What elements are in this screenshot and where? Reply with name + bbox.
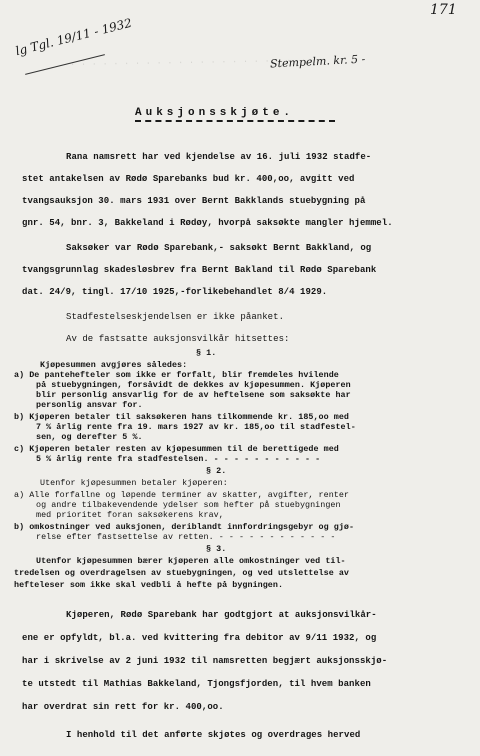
text-line: hefteleser som ikke skal vedbli å hefte på bygningen. bbox=[14, 580, 284, 590]
text-line: b) Kjøperen betaler til saksøkeren hans tilkommende kr. 185,oo med bbox=[14, 412, 350, 422]
page-title: Auksjonsskjøte. bbox=[135, 107, 295, 119]
text-line: 5 % årlig rente fra stadfestelsen. - - - - - - - - - - - bbox=[36, 454, 321, 464]
text-line: dat. 24/9, tingl. 17/10 1925,-forlikebehandlet 8/4 1929. bbox=[22, 287, 328, 297]
text-line: 7 % årlig rente fra 19. mars 1927 av kr. 185,oo til stadfestel- bbox=[36, 422, 356, 432]
text-line: har overdrat sin rett for kr. 400,oo. bbox=[22, 702, 224, 712]
text-line: og andre tilbakevendende ydelser som hefter på stuebygningen bbox=[36, 500, 341, 510]
text-line: te utstedt til Mathias Bakkeland, Tjongsfjorden, til hvem banken bbox=[22, 679, 371, 689]
text-line: Kjøpesummen avgjøres således: bbox=[40, 360, 188, 370]
text-line: tvangsauksjon 30. mars 1931 over Bernt Bakklands stuebygning på bbox=[22, 196, 366, 206]
text-line: blir personlig ansvarlig for de av heftelsene som saksøkte har bbox=[36, 390, 351, 400]
text-line: I henhold til det anførte skjøtes og overdrages herved bbox=[66, 730, 361, 740]
text-line: c) Kjøperen betaler resten av kjøpesummen til de berettigede med bbox=[14, 444, 339, 454]
text-line: Utenfor kjøpesummen bærer kjøperen alle omkostninger ved til- bbox=[36, 556, 346, 566]
title-underline bbox=[135, 120, 335, 122]
text-line: Av de fastsatte auksjonsvilkår hitsettes: bbox=[66, 334, 290, 344]
text-line: Kjøperen, Rødø Sparebank har godtgjort at auksjonsvilkår- bbox=[66, 610, 377, 620]
text-line: med prioritet foran saksøkerens krav, bbox=[36, 510, 224, 520]
text-line: tredelsen og overdragelsen av stuebygningen, og ved utslettelse av bbox=[14, 568, 350, 578]
text-line: a) De pantehefteler som ikke er forfalt, blir fremdeles hvilende bbox=[14, 370, 339, 380]
text-line: Saksøker var Rødø Sparebank,- saksøkt Bernt Bakkland, og bbox=[66, 243, 372, 253]
stamp-duty-note: Stempelm. kr. 5 - bbox=[269, 52, 366, 71]
text-line: Rana namsrett har ved kjendelse av 16. juli 1932 stadfe- bbox=[66, 152, 372, 162]
text-line: b) omkostninger ved auksjonen, deriblandt innfordringsgebyr og gjø- bbox=[14, 522, 355, 532]
margin-note: lg Tgl. 19/11 - 1932 bbox=[14, 15, 134, 59]
page-number: 171 bbox=[430, 2, 457, 18]
text-line: tvangsgrunnlag skadesløsbrev fra Bernt Bakland til Rødø Sparebank bbox=[22, 265, 377, 275]
text-line: relse efter fastsettelse av retten. - - - - - - - - - - - - bbox=[36, 532, 336, 542]
section-heading: § 1. bbox=[196, 348, 217, 358]
bleed-through-text: · · · · · · · · · · · · · · · · · · · · · bbox=[69, 56, 292, 70]
text-line: a) Alle forfallne og løpende terminer av skatter, avgifter, renter bbox=[14, 490, 350, 500]
text-line: ene er opfyldt, bl.a. ved kvittering fra debitor av 9/11 1932, og bbox=[22, 633, 377, 643]
text-line: stet antakelsen av Rødø Sparebanks bud kr. 400,oo, avgitt ved bbox=[22, 174, 355, 184]
section-heading: § 2. bbox=[206, 466, 227, 476]
text-line: på stuebygningen, forsåvidt de dekkes av kjøpesummen. Kjøperen bbox=[36, 380, 351, 390]
text-line: gnr. 54, bnr. 3, Bakkeland i Rødøy, hvorpå saksøkte mangler hjemmel. bbox=[22, 218, 393, 228]
text-line: sen, og derefter 5 %. bbox=[36, 432, 143, 442]
text-line: Utenfor kjøpesummen betaler kjøperen: bbox=[40, 478, 228, 488]
text-line: personlig ansvar for. bbox=[36, 400, 143, 410]
text-line: har i skrivelse av 2 juni 1932 til namsretten begjært auksjonsskjø- bbox=[22, 656, 388, 666]
section-heading: § 3. bbox=[206, 544, 227, 554]
text-line: Stadfestelseskjendelsen er ikke påanket. bbox=[66, 312, 285, 322]
